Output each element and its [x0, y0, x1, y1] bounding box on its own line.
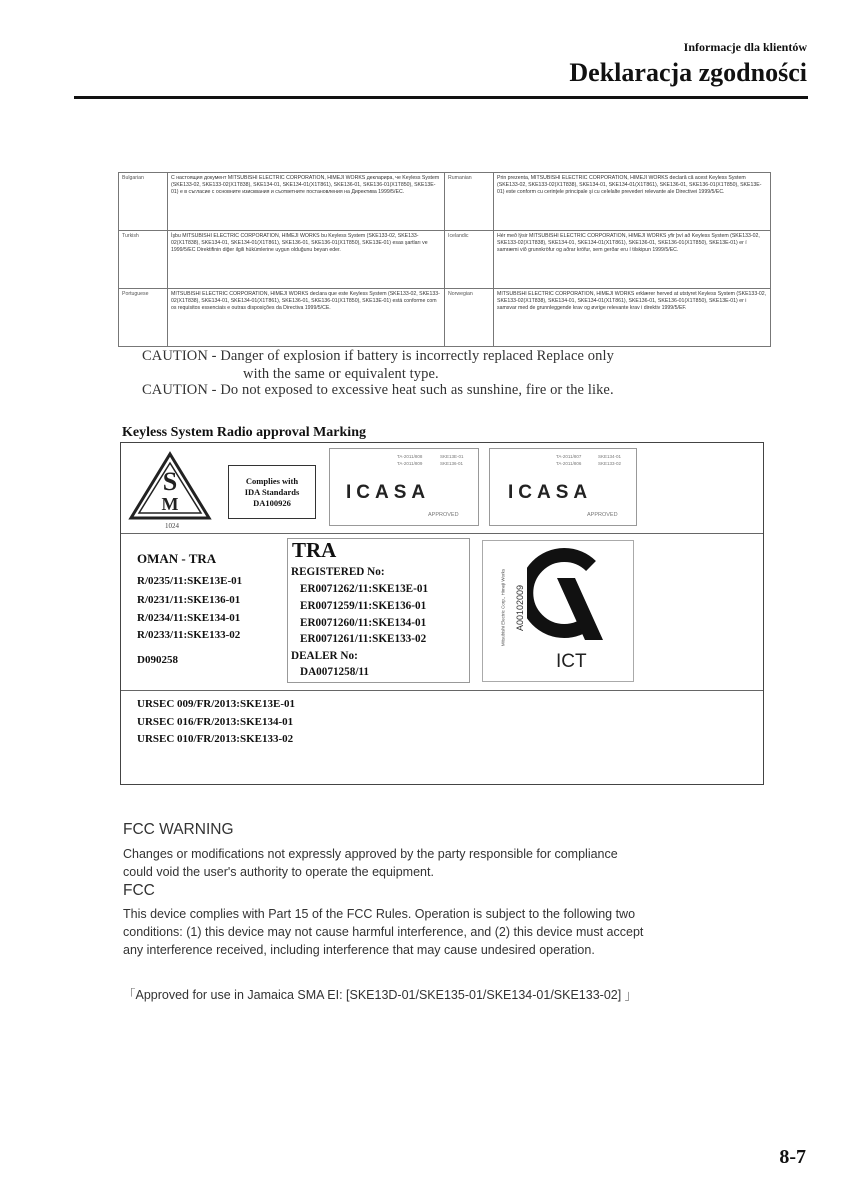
- fcc-warning-text: could void the user's authority to operate the equipment.: [123, 865, 434, 879]
- rcm-icon: [127, 450, 213, 532]
- table-row: [119, 173, 771, 231]
- fcc-text: This device complies with Part 15 of the FCC Rules. Operation is subject to the following two: [123, 907, 636, 921]
- ict-logo: [527, 548, 605, 648]
- ict-side-1: Mitsubishi Electric Corp., Himeji Works: [500, 568, 506, 647]
- caution-line: CAUTION - Danger of explosion if battery is incorrectly replaced Replace only: [142, 348, 614, 364]
- icasa-ta: TA-2011/806: [556, 461, 582, 466]
- icasa-approved: APPROVED: [587, 512, 618, 518]
- jamaica-approval: 「Approved for use in Jamaica SMA EI: [SKE13D-01/SKE135-01/SKE134-01/SKE133-02] 」: [123, 988, 638, 1002]
- oman-line: R/0234/11:SKE134-01: [137, 612, 241, 624]
- icasa-sk: SKE13E-01: [440, 454, 464, 459]
- tra-line: ER0071262/11:SKE13E-01: [300, 583, 429, 595]
- lang-cell: Turkish: [119, 231, 168, 289]
- marking-title: Keyless System Radio approval Marking: [122, 425, 366, 440]
- icasa-logo: ICASA: [508, 482, 593, 503]
- icasa-sk: SKE133-02: [598, 461, 622, 466]
- declaration-text: Hér með lýsir MITSUBISHI ELECTRIC CORPORATION, HIMEJI WORKS yfir því að Keyless System (SKE133-02, SKE133-02(X1T838), SKE134-01, SKE134-01(X1T861), SKE136-01, SKE136-01(X1T850), SKE13E-01) er í samræmi við grunnkröfur og aðrar kröfur, sem gerðar eru í tilskipun 1999/5/EC.: [494, 231, 771, 289]
- divider: [121, 533, 763, 534]
- lang-cell: Icelandic: [445, 231, 494, 289]
- tra-line: ER0071260/11:SKE134-01: [300, 617, 427, 629]
- tra-registered: REGISTERED No:: [291, 566, 385, 578]
- icasa-ta: TA-2011/807: [556, 454, 582, 459]
- comply-line: Complies with: [245, 475, 299, 486]
- svg-text:S: S: [162, 467, 178, 496]
- ict-label: ICT: [556, 651, 587, 672]
- divider: [121, 690, 763, 691]
- comply-line: IDA Standards: [244, 486, 300, 497]
- tra-dealer-label: DEALER No:: [291, 650, 358, 662]
- tra-title: TRA: [292, 538, 337, 562]
- ursec-line: URSEC 016/FR/2013:SKE134-01: [137, 716, 294, 728]
- tra-line: ER0071259/11:SKE136-01: [300, 600, 427, 612]
- fcc-title: FCC: [123, 882, 155, 899]
- oman-line: R/0233/11:SKE133-02: [137, 629, 241, 641]
- rcm-logo: [127, 450, 213, 532]
- comply-line: DA100926: [253, 497, 291, 508]
- lang-cell: Portuguese: [119, 289, 168, 347]
- svg-text:M: M: [161, 494, 179, 514]
- oman-line: R/0231/11:SKE136-01: [137, 594, 241, 606]
- declaration-text: MITSUBISHI ELECTRIC CORPORATION, HIMEJI WORKS declara que este Keyless System (SKE133-02, SKE133-02(X1T838), SKE134-01, SKE134-01(X1T861), SKE136-01, SKE136-01(X1T850), SKE13E-01) está conforme com os requisitos essenciais e outras disposições da Directiva 1999/5/CE.: [168, 289, 445, 347]
- ida-comply-box: [228, 465, 316, 519]
- fcc-warning-text: Changes or modifications not expressly approved by the party responsible for compliance: [123, 847, 618, 861]
- ict-side-2: A00102009: [515, 584, 525, 632]
- icasa-approved: APPROVED: [428, 512, 459, 518]
- lang-cell: Norwegian: [445, 289, 494, 347]
- ursec-line: URSEC 010/FR/2013:SKE133-02: [137, 733, 294, 745]
- ursec-line: URSEC 009/FR/2013:SKE13E-01: [137, 698, 295, 710]
- icasa-sk: SKE136-01: [440, 461, 464, 466]
- declaration-text: MITSUBISHI ELECTRIC CORPORATION, HIMEJI WORKS erklærer herved at utstyret Keyless System (SKE133-02, SKE133-02(X1T838), SKE134-01, SKE134-01(X1T861), SKE136-01, SKE136-01(X1T850), SKE13E-01) er i samsvar med de grunnleggende krav og øvrige relevante krav i direktiv 1999/5/EF.: [494, 289, 771, 347]
- rcm-code: 1024: [165, 522, 179, 530]
- ict-side-text: [473, 555, 533, 665]
- lang-cell: Bulgarian: [119, 173, 168, 231]
- declaration-table: [118, 172, 771, 347]
- caution-line: with the same or equivalent type.: [243, 366, 439, 382]
- icasa-ta: TA-2011/809: [397, 461, 423, 466]
- oman-code: D090258: [137, 654, 178, 666]
- section-label: Informacje dla klientów: [683, 40, 807, 54]
- icasa-sk: SKE134-01: [598, 454, 622, 459]
- caution-line: CAUTION - Do not exposed to excessive heat such as sunshine, fire or the like.: [142, 382, 614, 398]
- tra-line: ER0071261/11:SKE133-02: [300, 633, 427, 645]
- declaration-text: Prin prezenta, MITSUBISHI ELECTRIC CORPORATION, HIMEJI WORKS declară că acest Keyless System (SKE133-02, SKE133-02(X1T838), SKE134-01, SKE134-01(X1T861), SKE136-01, SKE136-01(X1T850), SKE13E-01) este conform cu cerinţele principale şi cu celelalte prevederi relevante ale Directivei 1999/5/EC.: [494, 173, 771, 231]
- declaration-text: С настоящия документ MITSUBISHI ELECTRIC CORPORATION, HIMEJI WORKS декларира, че Keyless System (SKE133-02, SKE133-02(X1T838), SKE134-01, SKE134-01(X1T861), SKE136-01, SKE136-01(X1T850), SKE13E-01) е в съгласие с основните изисквания и съответните постановления на Директива 1999/5/ЕС.: [168, 173, 445, 231]
- icasa-card: [329, 448, 479, 526]
- ict-mark-icon: [527, 548, 605, 648]
- table-row: [119, 231, 771, 289]
- oman-line: R/0235/11:SKE13E-01: [137, 575, 243, 587]
- fcc-text: conditions: (1) this device may not cause harmful interference, and (2) this device must accept: [123, 925, 644, 939]
- page-title: Deklaracja zgodności: [569, 58, 807, 87]
- icasa-logo: ICASA: [346, 482, 431, 503]
- table-row: [119, 289, 771, 347]
- tra-dealer: DA0071258/11: [300, 666, 369, 678]
- header-rule: [74, 96, 808, 99]
- fcc-warning-title: FCC WARNING: [123, 821, 234, 838]
- icasa-ta: TA-2011/808: [397, 454, 423, 459]
- oman-title: OMAN - TRA: [137, 551, 217, 566]
- lang-cell: Rumanian: [445, 173, 494, 231]
- icasa-card: [489, 448, 637, 526]
- declaration-text: İşbu MITSUBISHI ELECTRIC CORPORATION, HIMEJI WORKS bu Keyless System (SKE133-02, SKE133-02(X1T838), SKE134-01, SKE134-01(X1T861), SKE136-01, SKE136-01(X1T850), SKE13E-01) esas şartları ve 1999/5/EC Direktifinin diğer ilgili hükümlerine uygun olduğunu beyan eder.: [168, 231, 445, 289]
- fcc-text: any interference received, including interference that may cause undesired operation.: [123, 943, 595, 957]
- page-number: 8-7: [779, 1146, 806, 1168]
